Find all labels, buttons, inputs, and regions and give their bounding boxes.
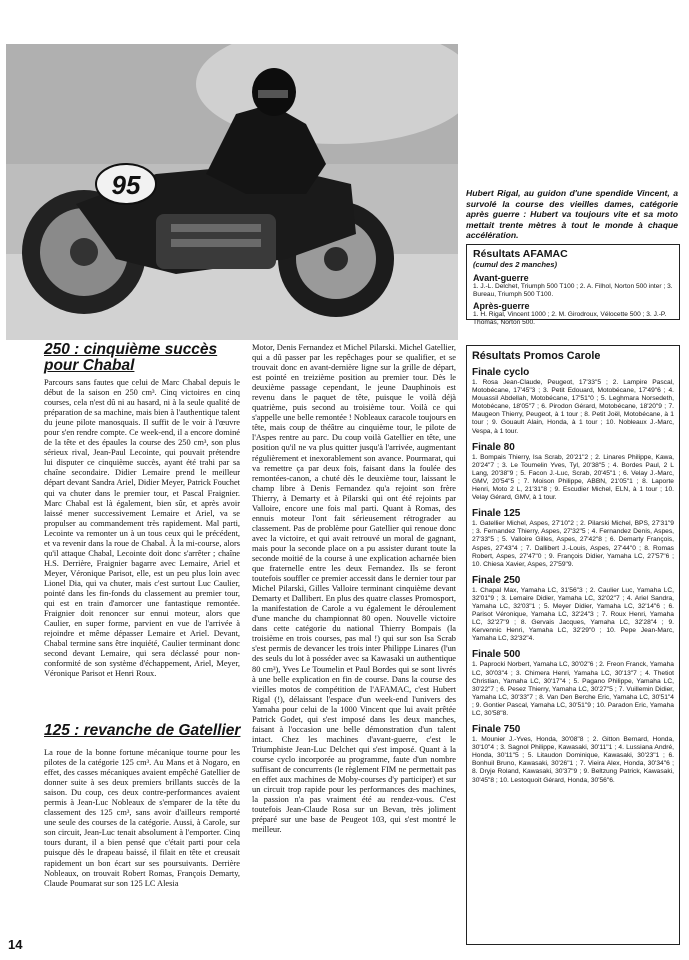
afamac-results-box [466,244,680,326]
results-category [472,575,674,644]
section-heading-250 [44,342,224,374]
afamac-subtitle: (cumul des 2 manches) [473,260,557,269]
heading-line: pour Chabal [44,357,135,374]
afamac-title: Résultats AFAMAC [473,248,568,260]
promos-title: Résultats Promos Carole [472,350,601,362]
category-results: 1. Chapal Max, Yamaha LC, 31'56"3 ; 2. Caulier Luc, Yamaha LC, 32'01"9 ; 3. Lemaire Didier, Yamaha LC, 32'02"7 ; 4. Ariel Sandra, Yamaha LC, 32'03"1 ; 5. Meyer Didier, Yamaha LC, 32'14"6 ; 6. Parisot Véronique, Yamaha LC, 32'24"3 ; 7. Roux Henri, Yamaha LC, 32'27"9 ; 8. Gervais Jacques, Yamaha LC, 32'28"4 ; 9. Kervennic Henri, Yamaha LC, 32'29"0 ; 10. Pepe Jean-Marc, Yamaha LC, 32'32"4. [472,586,674,643]
motorcycle-racer-illustration [6,44,458,340]
category-heading: Finale 750 [472,724,521,736]
results-category [472,367,674,436]
afamac-section-results: 1. H. Rigal, Vincent 1000 ; 2. M. Girodroux, Vélocette 500 ; 3. J.-P. Thomas, Norton 500. [473,311,667,326]
article-body-continued: Motor, Denis Fernandez et Michel Pilarski. Michel Gatellier, qui a dû passer par les repêchages pour se qualifier, et se trouvait donc en avant-dernière ligne sur la grille de départ, est pointé en treizième position au premier tour. Dès le deuxième passage cependant, le jeune Dauphinois est revenu dans le paquet de tête, puisque le voilà déjà quatrième, puis second au troisième tour. Voilà ce qui s'appelle une belle remontée ! Nobleaux caracole toujours en tête, mais coup de théâtre au cinquième tour, le pilote de l'Aspes rentre au parc. Du coup voilà Gatellier en tête, une position qu'il ne va plus quitter jusqu'à l'arrivée, augmentant régulièrement et inexorablement son avance. Pourmarat, qui va remettre ça par deux fois, faisant dans la foulée des remontées-canon, a chuté dès le deuxième tour, laissant le champ libre à Denis Fernandez qu'a rejoint son frère Thierry, à Demarty et à Pilarski qui ont été rejoints par Valloire, encore une fois mal parti. Quant à Romas, des ennuis moteur l'ont fait sérieusement rétrograder au classement. Pas de problème pour Gatellier qui renoue donc avec la victoire, et qui avait retrouvé un moral de gagnant, mais pour la seconde place on a pu assister durant toute la seconde moitié de la course à une explication acharnée bien que fraternelle entre les deux Fernandez. Ils se feront toutefois souffler ce premier accessit dans le dernier tour par Michel Pilarski, Gilles Valloire terminant cinquième devant Demarty et Dallibert. En plus des quatre classes Promosport, la manifestation de Carole a vu également le déroulement d'une manche du championnat 80 open. Nouvelle victoire dans cette catégorie du national Thierry Bompais (la troisième en trois courses, pas mal !) qui sur son Isa Scrab s'est permis de devancer les trois inter Philippe Linares (l'un des seuls du lot à posséder avec sa Kawasaki un authentique 80 cm³), Yves Le Toumelin et Paul Bordes qui se sont livrés à une belle explication en fin de course. Dans la course des vieilles motos de compétition de l'AFAMAC, c'est Hubert Rigal (!), délaissant l'espace d'un week-end l'univers des Yamaha pour celui de la 1000 Vincent que lui avait prêtée Patrick Godet, qui s'est imposé dans les deux manches, faisant à l'occasion une belle démonstration d'un talent intact. Chez les machines d'avant-guerre, c'est le Triumphiste Jean-Luc Delchet qui s'est imposé. Quant à la course cyclo incorporée au programme, faute d'un nombre suffisant de concurrents (le règlement FIM ne permettait pas en effet aux machines de Moby-courses d'y participer) et sur un circuit trop rapide pour les performances des machines, la passion n'a pas vraiment été au rendez-vous. C'est toutefois Jean-Claude Rosa sur un Bevan, très joliment préparé sur une base de Peugeot 103, qui s'est montré le meilleur. [252,343,456,835]
category-results: 1. Mounier J.-Yves, Honda, 30'08"8 ; 2. Gitton Bernard, Honda, 30'10"4 ; 3. Sagnol Philippe, Kawasaki, 30'11"1 ; 4. Lussiana André, Honda, 30'11"5 ; 5. Litaudon Dominique, Kawasaki, 30'23"1 ; 6. Bonhuil Bruno, Kawasaki, 30'26"1 ; 7. Vieira Alex, Honda, 30'34"6 ; 8. Dryje Roland, Kawasaki, 30'37"9 ; 9. Beltzung Patrick, Kawasaki, 30'45"8 ; 10. Lestoquoit Gérard, Honda, 30'56"6. [472,736,674,784]
category-heading: Finale 80 [472,441,515,453]
afamac-section-heading: Après-guerre [473,301,530,311]
afamac-section-results: 1. J.-L. Delchet, Triumph 500 T100 ; 2. A. Filhol, Norton 500 inter ; 3. Bureau, Triumph 500 T100. [473,283,673,298]
number-plate-text: 95 [111,170,141,200]
category-heading: Finale cyclo [472,367,530,378]
category-results: 1. Rosa Jean-Claude, Peugeot, 17'33"5 ; 2. Lampire Pascal, Motobécane, 17'45"3 ; 3. Petit Edouard, Motobécane, 17'49"6 ; 4. Mouassil Abdellah, Motobécane, 17'51"0 ; 5. Leghmara Norsedeth, Motobécane, 18'05"7 ; 6. Pirodon Gérard, Motobécane, 18'20"9 ; 7. Maugeon Thierry, Peugeot, à 1 tour ; 8. Petit Joël, Motobécane, à 1 tour ; 9. Gouault Alain, Honda, à 1 tour ; 10. Nobleaux J.-Marc, Vespa, à 1 tour. [472,379,674,435]
category-heading: Finale 500 [472,649,521,661]
category-results: 1. Gatellier Michel, Aspes, 27'10"2 ; 2. Pilarski Michel, BPS, 27'31"9 ; 3. Fernandez Thierry, Aspes, 27'32"5 ; 4. Fernandez Denis, Aspes, 27'33"5 ; 5. Valloire Gilles, Aspes, 27'42"8 ; 6. Demarty François, Aspes, 27'43"4 ; 7. Dallibert J.-Louis, Aspes, 27'44"0 ; 8. Romas Robert, Aspes, 27'47"0 ; 9. François Didier, Yamaha LC, 27'57"6 ; 10. Chiesa Xavier, Aspes, 27'59"9. [472,520,674,568]
article-body-125: La roue de la bonne fortune mécanique tourne pour les pilotes de la catégorie 125 cm³. Au Mans et à Nogaro, en effet, des casses mécaniques avaient empêché Gatellier de donner suite à ses deux premiers brillants succès de la saison. Du coup, ces deux contre-performances avaient permis à Jean-Luc Nobleaux de s'emparer de la tête du classement des 125 cm³, sans avoir d'ailleurs remporté une seule des courses de la catégorie. Aussi, à Carole, sur son circuit, Jean-Luc tenait absolument à l'emporter. Cinq tours durant, il a bien pensé que c'était parti pour cela puisque dès le drapeau baissé, il filait en tête et creusait rapidement un bon écart sur ses poursuivants. Derrière Nobleaux, on trouvait Robert Romas, François Demarty, Claude Poumarat sur son 125 LC Alesia [44,748,240,888]
category-results: 1. Paprocki Norbert, Yamaha LC, 30'02"6 ; 2. Freon Franck, Yamaha LC, 30'03"4 ; 3. Chimera Henri, Yamaha LC, 30'13"7 ; 4. Thetiot Christian, Yamaha LC, 30'17"4 ; 5. Pagano Philippe, Yamaha LC, 30'22"7 ; 6. Pesez Thierry, Yamaha LC, 30'27"5 ; 7. Vuillemin Didier, Yamaha LC, 30'33"7 ; 8. Van Den Berche Eric, Yamaha LC, 30'51"4 ; 9. Gontier Pascal, Yamaha LC, 30'51"9 ; 10. Paradon Eric, Yamaha LC, 30'58"8. [472,661,674,717]
category-heading: Finale 250 [472,574,521,586]
page-number: 14 [8,937,23,952]
photo-caption: Hubert Rigal, au guidon d'une spendide Vincent, a survolé la course des vieilles dames, catégorie après guerre : Hubert va toujours vite et sa moto mettait trente mètres à tout le monde à chaque accélération. [466,188,678,241]
section-heading-125: 125 : revanche de Gatellier [44,722,241,739]
results-category [472,508,674,569]
results-category [472,442,674,503]
results-category [472,724,674,785]
category-results: 1. Bompais Thierry, Isa Scrab, 20'21"2 ; 2. Linares Philippe, Kawa, 20'24"7 ; 3. Le Toumelin Yves, Tyl, 20'38"5 ; 4. Bordes Paul, 2 L Lang, 20'38"9 ; 5. Facon J.-Luc, Scrab, 20'45"1 ; 6. Velay J.-Marc, GMV, 20'54"5 ; 7. Moison Philippe, ABBN, 21'05"1 ; 8. Laporte Henri, Moto 2 L, 21'31"8 ; 9. Escudier Michel, ELN, à 1 tour ; 10. Velay Gérard, GMV, à 1 tour. [472,453,674,502]
motorcycle-photo [6,44,458,340]
results-category [472,649,674,718]
afamac-section-heading: Avant-guerre [473,273,529,283]
article-body-250: Parcours sans fautes que celui de Marc Chabal depuis le début de la saison en 250 cm³. Cinq victoires en cinq courses, cela n'est dû ni au hasard, ni à la seule qualité de préparation de sa machine, mais bien à l'authentique talent du jeune pilote manosquais. Il suffit de le voir à l'œuvre pour s'en rendre compte. Ce week-end, il a encore dominé de la tête et des épaules la course des 250 cm³, son plus sérieux rival, Jean-Paul Lecointe, qui pouvait prétendre lui disputer ce cinquième succès, ayant été trahi par sa chaîne secondaire. Didier Lemaire prend le meilleur départ devant Sandra Ariel, Didier Meyer, Patrick Fouchet qui va chuter dans le premier tour, et Pascal Fraignier. Marc Chabal est là également, bien sûr, et après avoir laissé mener successivement Lemaire et Ariel, va se propulser au commandement très rapidement. Mal parti, Lecointe va remonter un à un tous ceux qui le précédent, et va revenir dans la roue de Chabal. À la mi-course, alors qu'il attaque Chabal, Lecointe doit donc s'arrêter ; chaîne H.S. Derrière, Fraignier bagarre avec Lemaire, Ariel et Meyer, Véronique Parisot, elle, est un peu plus loin avec Lionel Dia, qui va chuter, mais c'est surtout Luc Caulier, pointé dans les fin-fonds du classement au premier tour, qui est en train d'amorcer une fantastique remontée. Fraignier doit renoncer sur ennui moteur, alors que Caulier, en super forme, parvient en vue de l'arrivée à rejoindre et même dépasser Lemaire et Ariel. Devant, Chabal termine sans être inquiété, Caulier terminant donc second devant Lemaire, qui sera déclassé pour non-conformité de son système d'échappement, Ariel, Meyer, Véronique Parisot et Henri Roux. [44,378,240,679]
category-heading: Finale 125 [472,508,521,520]
heading-line: 250 : cinquième succès [44,341,218,358]
promos-results-box [466,345,680,945]
